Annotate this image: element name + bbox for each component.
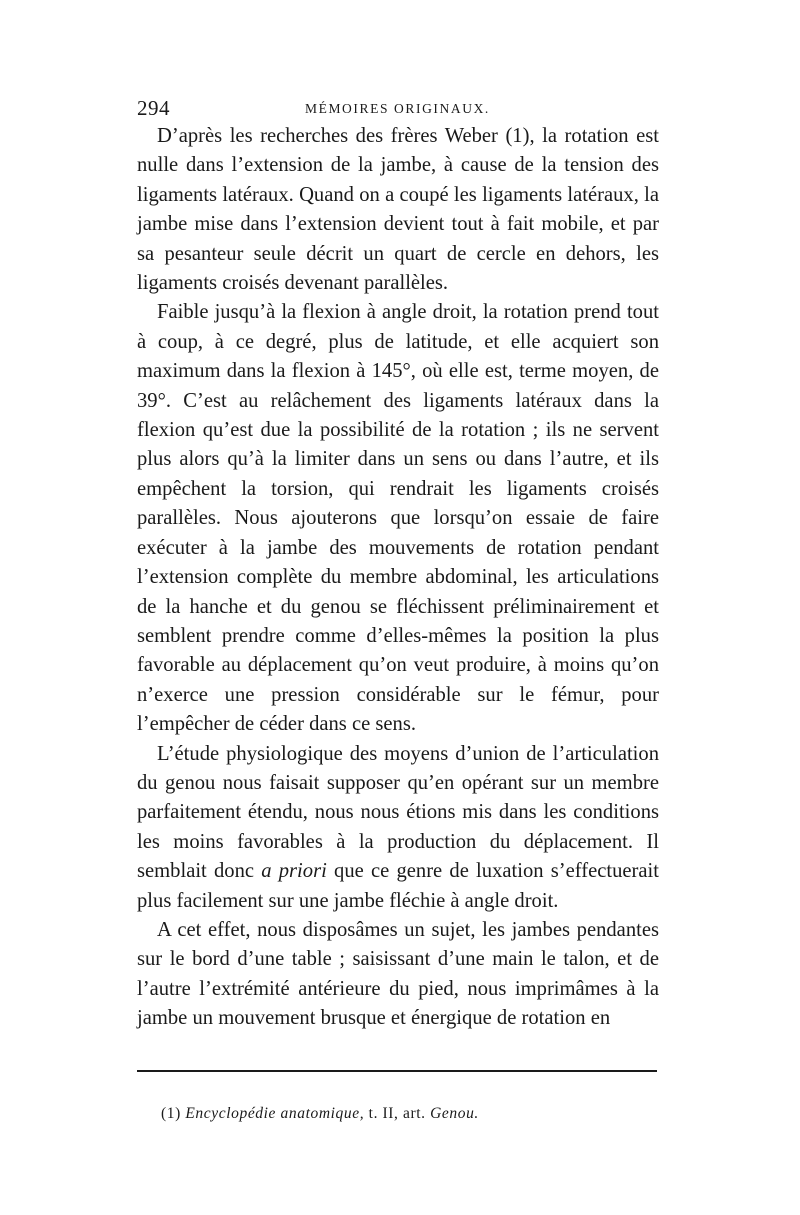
paragraph-3-part-2: que ce genre de luxation s’effectuerait plus facilement sur une jambe fléchie à angle droit. <box>137 860 659 912</box>
paragraph-3-part-1: L’étude physiologique des moyens d’union de l’articulation du genou nous faisait supposer qu’en opérant sur un membre parfaitement étendu, nous nous étions mis dans les conditions les moins favorables à la production du déplacement. Il semblait donc <box>137 742 659 883</box>
footnote-work-title: Encyclopédie anatomique, <box>185 1104 365 1122</box>
paragraph-4: A cet effet, nous disposâmes un sujet, les jambes pendantes sur le bord d’une table ; saisissant d’une main le talon, et de l’autre l’extrémité antérieure du pied, nous imprimâmes à la jambe un mouvement brusque et énergique de rotation en <box>137 918 659 1030</box>
footnote-volume: t. II, art. <box>368 1104 426 1122</box>
page-number: 294 <box>137 96 170 120</box>
paragraph-3 <box>137 740 659 916</box>
footnote-entry: Genou. <box>430 1104 479 1122</box>
paragraph-1: D’après les recherches des frères Weber (1), la rotation est nulle dans l’extension de la jambe, à cause de la tension des ligaments latéraux. Quand on a coupé les ligaments latéraux, la jambe mise dans l’extension devient tout à fait mobile, et par sa pesanteur seule décrit un quart de cercle en dehors, les ligaments croisés devenant parallèles. <box>137 125 659 295</box>
footnote <box>161 1105 659 1123</box>
running-title: MÉMOIRES ORIGINAUX. <box>305 101 490 116</box>
footnote-marker: (1) <box>161 1104 181 1122</box>
body-text <box>137 122 659 1034</box>
paragraph-2: Faible jusqu’à la flexion à angle droit, la rotation prend tout à coup, à ce degré, plus de latitude, et elle acquiert son maximum dans la flexion à 145°, où elle est, terme moyen, de 39°. C’est au relâchement des ligaments latéraux dans la flexion qu’est due la possibilité de la rotation ; ils ne servent plus alors qu’à la limiter dans un sens ou dans l’autre, et ils empêchent la torsion, qui rendrait les ligaments croisés parallèles. Nous ajouterons que lorsqu’on essaie de faire exécuter à la jambe des mouvements de rotation pendant l’extension complète du membre abdominal, les articulations de la hanche et du genou se fléchissent préliminairement et semblent prendre comme d’elles-mêmes la position la plus favorable au déplacement qu’on veut produire, à moins qu’on n’exerce une pression considérable sur le fémur, pour l’empêcher de céder dans ce sens. <box>137 301 659 736</box>
page-header <box>137 96 659 122</box>
footnote-divider <box>137 1070 657 1072</box>
paragraph-3-italic: a priori <box>261 860 327 883</box>
book-page <box>137 96 659 1123</box>
